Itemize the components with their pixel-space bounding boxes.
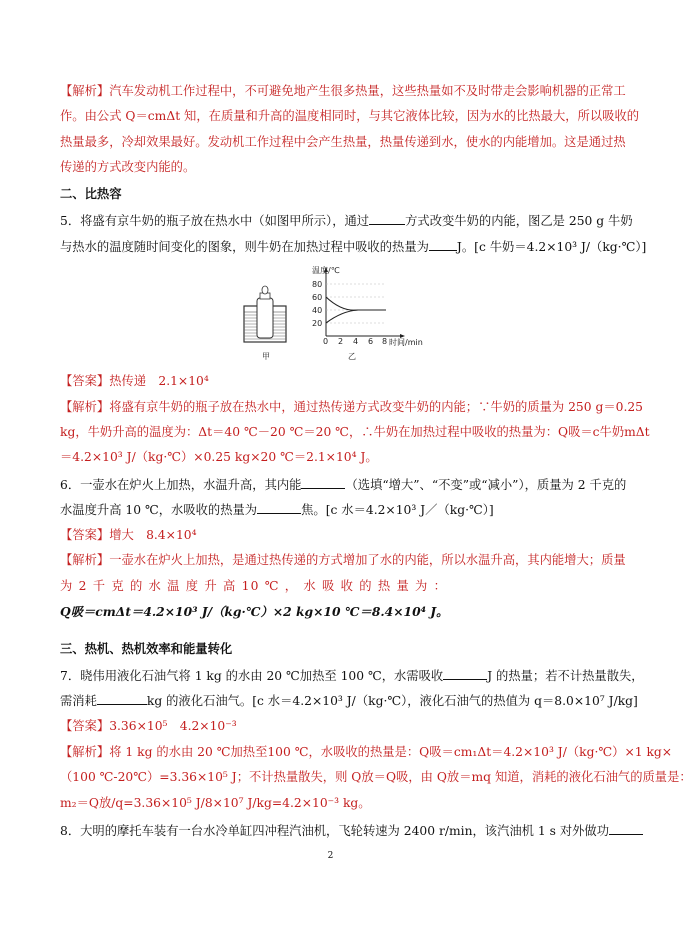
q5-explain-line2: kg，牛奶升高的温度为：Δt＝40 ℃－20 ℃＝20 ℃，∴牛奶在加热过程中吸收的热量为：Q吸＝c牛奶mΔt (60, 425, 650, 439)
q5-blank-1[interactable] (369, 212, 405, 225)
q6-text-d: 焦。[c 水＝4.2×10³ J／（kg·℃）] (301, 503, 494, 517)
q7-text-d: kg 的液化石油气。[c 水＝4.2×10³ J/（kg·℃），液化石油气的热值为 q＝8.0×10⁷ J/kg] (146, 694, 638, 708)
q6-text-a: 6．一壶水在炉火上加热，水温升高，其内能 (60, 478, 302, 492)
q5-text-d: J。[c 牛奶＝4.2×10³ J/（kg·℃）] (456, 240, 647, 254)
section-title-specific-heat: 二、比热容 (60, 186, 122, 201)
figure-y-label: 温度/℃ (312, 266, 340, 275)
q6-blank-2[interactable] (257, 501, 301, 514)
figure-label-jia: 甲 (262, 352, 270, 361)
q5-answer: 【答案】热传递 2.1×10⁴ (60, 374, 209, 388)
figure-yi-temperature-graph (298, 264, 410, 346)
y-tick-20: 20 (312, 319, 323, 328)
q4-explain-line4: 传递的方式改变内能的。 (60, 160, 196, 174)
q7-text-b: J 的热量；若不计热量散失， (487, 669, 644, 683)
q8-text-a: 8．大明的摩托车装有一台水冷单缸四冲程汽油机，飞轮转速为 2400 r/min，该汽油机 1 s 对外做功 (60, 824, 610, 838)
q6-explain-line1: 【解析】一壶水在炉火上加热，是通过热传递的方式增加了水的内能，所以水温升高，其内能增大；质量 (60, 553, 626, 567)
q7-line2 (60, 692, 638, 710)
q5-explain-line1: 【解析】将盛有京牛奶的瓶子放在热水中，通过热传递方式改变牛奶的内能；∵牛奶的质量为 250 g＝0.25 (60, 400, 644, 414)
x-tick-0: 0 (323, 337, 329, 346)
q4-explain-line1: 【解析】汽车发动机工作过程中，不可避免地产生很多热量，这些热量如不及时带走会影响机器的正常工 (60, 84, 626, 98)
q4-explain-line2: 作。由公式 Q＝cmΔt 知，在质量和升高的温度相同时，与其它液体比较，因为水的比热最大，所以吸收的 (60, 109, 640, 123)
y-tick-80: 80 (312, 280, 323, 289)
figure-x-label: 时间/min (389, 338, 423, 347)
q8-blank-1[interactable] (609, 822, 643, 835)
figure-label-yi: 乙 (348, 352, 356, 361)
q7-blank-2[interactable] (97, 692, 147, 705)
y-tick-40: 40 (312, 306, 323, 315)
x-tick-6: 6 (368, 337, 374, 346)
q6-line1 (60, 476, 627, 494)
q7-answer: 【答案】3.36×10⁵ 4.2×10⁻³ (60, 719, 237, 733)
q7-text-c: 需消耗 (60, 694, 97, 708)
q6-text-c: 水温度升高 10 ℃，水吸收的热量为 (60, 503, 258, 517)
q6-blank-1[interactable] (301, 476, 345, 489)
q6-answer: 【答案】增大 8.4×10⁴ (60, 528, 197, 542)
q5-text-c: 与热水的温度随时间变化的图象，则牛奶在加热过程中吸收的热量为 (60, 240, 429, 254)
q6-explain-line2: 为 2 千 克 的 水 温 度 升 高 10 ℃ ， 水 吸 收 的 热 量 为 ： (60, 579, 448, 593)
q7-blank-1[interactable] (443, 667, 487, 680)
q5-blank-2[interactable] (429, 238, 457, 251)
q5-explain-line3: ＝4.2×10³ J/（kg·℃）×0.25 kg×20 ℃＝2.1×10⁴ J。 (60, 450, 378, 464)
x-tick-2: 2 (338, 337, 344, 346)
x-tick-4: 4 (353, 337, 359, 346)
page-number: 2 (327, 851, 334, 861)
q6-line2 (60, 501, 605, 519)
q5-line1 (60, 212, 633, 230)
q4-explain-line3: 热量最多，冷却效果最好。发动机工作过程中会产生热量，热量传递到水，使水的内能增加。这是通过热 (60, 135, 626, 149)
q7-explain-line3: m₂＝Q放/q=3.36×10⁵ J/8×10⁷ J/kg=4.2×10⁻³ kg。 (60, 796, 371, 810)
figure-jia-bottle-beaker (238, 284, 294, 348)
q7-explain-line2: （100 ℃-20℃）=3.36×10⁵ J；不计热量散失，则 Q放＝Q吸，由 Q放＝mq 知道，消耗的液化石油气的质量是： (60, 770, 692, 784)
y-tick-60: 60 (312, 293, 323, 302)
q6-formula: Q吸＝cmΔt＝4.2×10³ J/（kg·℃）×2 kg×10 ℃＝8.4×10⁴ J。 (60, 604, 449, 619)
q7-line1 (60, 667, 644, 685)
q6-text-b: （选填“增大”、“不变”或“减小”），质量为 2 千克的 (345, 478, 627, 492)
q8-line1 (60, 822, 610, 840)
q7-text-a: 7．晓伟用液化石油气将 1 kg 的水由 20 ℃加热至 100 ℃，水需吸收 (60, 669, 444, 683)
q5-text-b: 方式改变牛奶的内能，图乙是 250 g 牛奶 (405, 214, 633, 228)
q7-explain-line1: 【解析】将 1 kg 的水由 20 ℃加热至100 ℃，水吸收的热量是：Q吸＝cm₁Δt＝4.2×10³ J/（kg·℃）×1 kg× (60, 745, 673, 759)
q5-text-a: 5．将盛有京牛奶的瓶子放在热水中（如图甲所示），通过 (60, 214, 370, 228)
section-title-heat-engine: 三、热机、热机效率和能量转化 (60, 641, 233, 656)
q5-line2 (60, 238, 647, 256)
x-tick-8: 8 (382, 337, 388, 346)
